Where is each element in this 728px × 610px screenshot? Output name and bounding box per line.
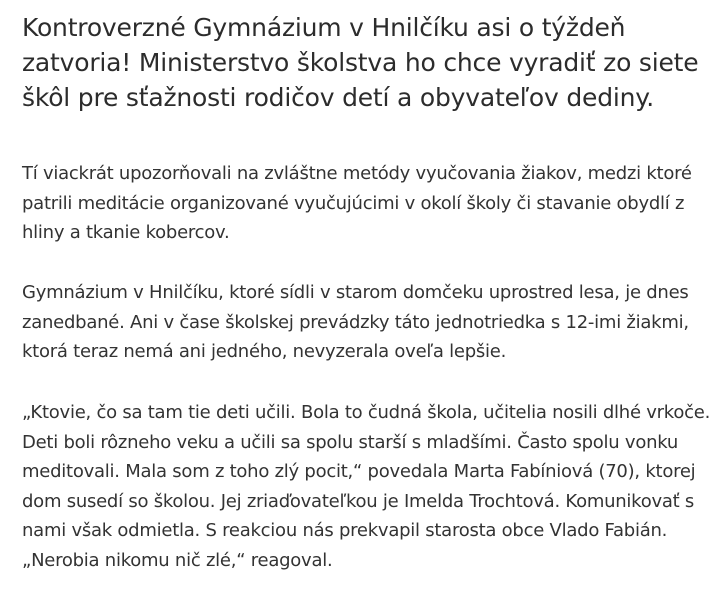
article (22, 10, 722, 571)
article-paragraph-2: Gymnázium v Hnilčíku, ktoré sídli v starom domčeku uprostred lesa, je dnes zanedbané. Ani v čase školskej prevádzky táto jednotriedka s 12-imi žiakmi, ktorá teraz nemá ani jedného, nevyzerala oveľa lepšie. (22, 282, 689, 362)
article-headline: Kontroverzné Gymnázium v Hnilčíku asi o týždeň zatvoria! Ministerstvo školstva ho chce vyradiť zo siete škôl pre sťažnosti rodičov detí a obyvateľov dediny. (22, 13, 699, 112)
article-paragraph-1: Tí viackrát upozorňovali na zvláštne metódy vyučovania žiakov, medzi ktoré patrili meditácie organizované vyučujúcimi v okolí školy či stavanie obydlí z hliny a tkanie kobercov. (22, 163, 692, 243)
article-paragraph-3: „Ktovie, čo sa tam tie deti učili. Bola to čudná škola, učitelia nosili dlhé vrkoče. Deti boli rôzneho veku a učili sa spolu starší s mladšími. Často spolu vonku meditovali. Mala som z toho zlý pocit,“ povedala Marta Fabíniová (70), ktorej dom susedí so školou. Jej zriaďovateľkou je Imelda Trochtová. Komunikovať s nami však odmietla. S reakciou nás prekvapil starosta obce Vlado Fabián. „Nerobia nikomu nič zlé,“ reagoval. (22, 402, 711, 571)
